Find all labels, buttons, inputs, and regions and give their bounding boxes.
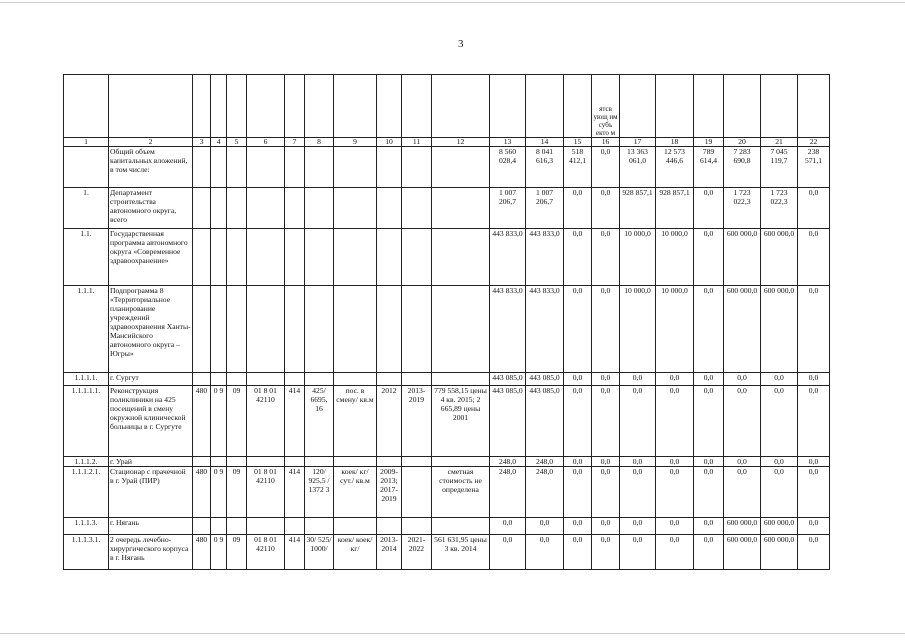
table-cell	[402, 147, 432, 188]
table-cell: 1 723 022,3	[761, 188, 798, 229]
table-cell	[247, 147, 285, 188]
table-cell	[211, 373, 227, 386]
table-cell: 0,0	[694, 457, 724, 467]
column-number: 13	[490, 138, 526, 147]
table-cell: 0,0	[724, 467, 761, 518]
table-cell: 0,0	[798, 286, 830, 373]
column-number: 17	[620, 138, 656, 147]
table-cell: 561 631,95 цены 3 кв. 2014	[432, 535, 490, 570]
table-cell: 0,0	[592, 373, 620, 386]
table-cell: 09	[227, 386, 247, 457]
table-row	[64, 188, 830, 229]
table-cell: 0,0	[656, 386, 694, 457]
table-cell: 0,0	[798, 535, 830, 570]
column-number: 15	[564, 138, 592, 147]
table-cell: 09	[227, 467, 247, 518]
table-cell: 518 412,1	[564, 147, 592, 188]
column-number: 8	[305, 138, 334, 147]
table-row	[64, 386, 830, 457]
table-cell	[285, 457, 305, 467]
table-cell: 1 007 206,7	[526, 188, 564, 229]
scan-edge-top	[0, 2, 905, 3]
table-cell	[193, 147, 211, 188]
table-cell: 0,0	[592, 518, 620, 535]
table-row	[64, 457, 830, 467]
scan-edge-bottom	[0, 633, 905, 634]
table-cell: 414	[285, 467, 305, 518]
table-cell: 0,0	[620, 386, 656, 457]
table-cell: 600 000,0	[724, 535, 761, 570]
column-number: 4	[211, 138, 227, 147]
table-cell	[211, 229, 227, 286]
table-cell	[285, 229, 305, 286]
table-cell	[285, 147, 305, 188]
table-cell: 0,0	[656, 518, 694, 535]
table-cell	[377, 457, 402, 467]
table-cell: 443 085,0	[490, 373, 526, 386]
table-cell	[305, 518, 334, 535]
table-cell: 1 007 206,7	[490, 188, 526, 229]
table-cell: 0,0	[656, 373, 694, 386]
table-cell: 0,0	[724, 373, 761, 386]
table-cell: 0,0	[592, 286, 620, 373]
table-cell	[377, 518, 402, 535]
column-number-row	[64, 138, 830, 147]
table-cell	[334, 229, 377, 286]
table-cell: 8 041 616,3	[526, 147, 564, 188]
table-cell: 600 000,0	[724, 286, 761, 373]
table-cell: 0,0	[798, 518, 830, 535]
table-cell: 443 833,0	[490, 286, 526, 373]
table-cell: 443 833,0	[526, 286, 564, 373]
table-cell: 0 9	[211, 535, 227, 570]
column-number: 16	[592, 138, 620, 147]
column-number: 6	[247, 138, 285, 147]
table-cell	[305, 229, 334, 286]
row-number-cell: 1.1.1.1.	[64, 373, 109, 386]
header-fragment: ятсв ующ им субъ екто м	[592, 75, 620, 138]
table-cell: 2009-2013; 2017-2019	[377, 467, 402, 518]
table-cell	[227, 188, 247, 229]
table-cell: 443 833,0	[526, 229, 564, 286]
table-cell	[334, 457, 377, 467]
table-cell	[285, 188, 305, 229]
row-name-cell: Реконструкция поликлиники на 425 посещений в смену окружной клинической больницы в г. Сургуте	[109, 386, 193, 457]
row-name-cell: Стационар с прачечной в г. Урай (ПИР)	[109, 467, 193, 518]
column-number: 10	[377, 138, 402, 147]
table-cell	[193, 373, 211, 386]
table-cell: 248,0	[490, 457, 526, 467]
row-number-cell: 1.1.1.	[64, 286, 109, 373]
table-cell: пос. в смену/ кв.м	[334, 386, 377, 457]
table-cell: 0,0	[724, 457, 761, 467]
column-number: 2	[109, 138, 193, 147]
table-cell: 10 000,0	[656, 286, 694, 373]
table-cell	[432, 286, 490, 373]
table-cell: 0,0	[761, 373, 798, 386]
table-cell: 248,0	[526, 467, 564, 518]
table-cell: 0,0	[620, 457, 656, 467]
table-cell: 414	[285, 386, 305, 457]
table-cell: 0,0	[526, 535, 564, 570]
row-name-cell: Департамент строительства автономного округа, всего	[109, 188, 193, 229]
table-cell	[247, 518, 285, 535]
table-cell	[247, 373, 285, 386]
column-number: 7	[285, 138, 305, 147]
table-cell: 928 857,1	[620, 188, 656, 229]
table-cell: коек/ кг/ сут./ кв.м	[334, 467, 377, 518]
table-cell	[432, 188, 490, 229]
table-cell: 7 283 690,8	[724, 147, 761, 188]
table-cell: 13 363 061,0	[620, 147, 656, 188]
table-cell: 0,0	[694, 467, 724, 518]
table-cell: 0,0	[592, 147, 620, 188]
column-number: 14	[526, 138, 564, 147]
table-cell: 0,0	[564, 373, 592, 386]
table-row	[64, 229, 830, 286]
table-cell: 0,0	[761, 467, 798, 518]
table-cell: 0,0	[620, 535, 656, 570]
table-cell	[377, 229, 402, 286]
table-cell	[432, 457, 490, 467]
row-number-cell: 1.1.1.1.1.	[64, 386, 109, 457]
table-cell: 480	[193, 467, 211, 518]
table-cell: 0,0	[526, 518, 564, 535]
table-cell: 01 8 01 42110	[247, 467, 285, 518]
table-cell	[285, 373, 305, 386]
table-cell	[334, 147, 377, 188]
table-cell	[377, 188, 402, 229]
table-cell: 7 045 119,7	[761, 147, 798, 188]
table-cell	[305, 147, 334, 188]
table-cell: 0,0	[592, 535, 620, 570]
table-cell: 0,0	[694, 535, 724, 570]
table-cell: 120/ 925,5 / 1372 3	[305, 467, 334, 518]
table-cell: 238 571,1	[798, 147, 830, 188]
table-cell: 30/ 525/ 1000/	[305, 535, 334, 570]
table-cell: 0,0	[592, 467, 620, 518]
table-cell: 09	[227, 535, 247, 570]
table-cell	[211, 457, 227, 467]
table-cell: 600 000,0	[724, 229, 761, 286]
table-cell	[285, 518, 305, 535]
table-cell: 0,0	[798, 229, 830, 286]
table-cell: 0,0	[620, 373, 656, 386]
table-cell: 443 085,0	[526, 373, 564, 386]
row-name-cell: г. Сургут	[109, 373, 193, 386]
row-name-cell: г. Урай	[109, 457, 193, 467]
table-cell: 0,0	[620, 518, 656, 535]
table-cell: 480	[193, 535, 211, 570]
table-cell	[334, 188, 377, 229]
row-number-cell	[64, 147, 109, 188]
table-cell: 0,0	[564, 229, 592, 286]
table-cell: 10 000,0	[656, 229, 694, 286]
table-cell: 0,0	[564, 518, 592, 535]
table-cell: 0,0	[694, 188, 724, 229]
row-name-cell: Государственная программа автономного округа «Современное здравоохранение»	[109, 229, 193, 286]
row-name-cell: Подпрограмма 8 «Территориальное планирование учреждений здравоохранения Ханты-Мансийского автономного округа – Югры»	[109, 286, 193, 373]
column-number: 20	[724, 138, 761, 147]
table-row	[64, 147, 830, 188]
column-number: 11	[402, 138, 432, 147]
table-cell: 0,0	[592, 457, 620, 467]
table-cell: 0,0	[592, 188, 620, 229]
row-name-cell: г. Нягань	[109, 518, 193, 535]
table-cell: 0,0	[656, 467, 694, 518]
row-name-cell: Общий объем капитальных вложений, в том числе:	[109, 147, 193, 188]
table-cell: 0,0	[798, 386, 830, 457]
table-cell	[193, 188, 211, 229]
table-cell: 248,0	[490, 467, 526, 518]
table-cell	[402, 518, 432, 535]
table-cell: 600 000,0	[761, 535, 798, 570]
header-row	[64, 75, 830, 138]
table-cell: 789 614,4	[694, 147, 724, 188]
table-cell	[377, 373, 402, 386]
table-cell	[193, 518, 211, 535]
table-cell	[211, 286, 227, 373]
table-cell	[211, 188, 227, 229]
table-cell: 10 000,0	[620, 229, 656, 286]
table-cell	[402, 229, 432, 286]
table-cell	[402, 467, 432, 518]
table-cell	[305, 188, 334, 229]
table-cell: 2013-2019	[402, 386, 432, 457]
table-cell	[432, 373, 490, 386]
table-cell: 0,0	[592, 229, 620, 286]
table-cell: 01 8 01 42110	[247, 535, 285, 570]
table-cell	[305, 286, 334, 373]
table-cell: 0,0	[694, 386, 724, 457]
table-cell: 0,0	[761, 386, 798, 457]
table-cell: 0,0	[761, 457, 798, 467]
table-cell: 2012	[377, 386, 402, 457]
table-cell	[402, 286, 432, 373]
table-cell	[227, 457, 247, 467]
row-number-cell: 1.1.1.2.1.	[64, 467, 109, 518]
table-cell: 928 857,1	[656, 188, 694, 229]
table-row	[64, 518, 830, 535]
table-row	[64, 467, 830, 518]
column-number: 22	[798, 138, 830, 147]
table-cell	[334, 286, 377, 373]
table-cell	[432, 229, 490, 286]
table-cell: 1 723 022,3	[724, 188, 761, 229]
table-cell	[247, 229, 285, 286]
capital-investment-table	[63, 74, 830, 570]
table-cell: 0,0	[724, 386, 761, 457]
table-cell	[227, 373, 247, 386]
table-cell: 443 085,0	[526, 386, 564, 457]
table-cell: 0,0	[694, 373, 724, 386]
table-cell: 600 000,0	[761, 286, 798, 373]
table-cell	[305, 457, 334, 467]
table-cell: 0,0	[620, 467, 656, 518]
table-cell	[227, 518, 247, 535]
table-cell: 0,0	[694, 518, 724, 535]
table-cell: 0 9	[211, 386, 227, 457]
table-cell	[402, 373, 432, 386]
table-cell: 0,0	[564, 535, 592, 570]
table-cell	[247, 457, 285, 467]
table-cell: 600 000,0	[761, 229, 798, 286]
table-cell: 0,0	[564, 386, 592, 457]
table-cell: 10 000,0	[620, 286, 656, 373]
row-number-cell: 1.1.1.3.1.	[64, 535, 109, 570]
table-cell	[402, 188, 432, 229]
column-number: 9	[334, 138, 377, 147]
table-row	[64, 535, 830, 570]
table-cell: 425/ 6695, 16	[305, 386, 334, 457]
table-cell: 600 000,0	[724, 518, 761, 535]
table-cell: 414	[285, 535, 305, 570]
table-cell: 0,0	[490, 535, 526, 570]
table-cell	[432, 518, 490, 535]
row-number-cell: 1.1.1.2.	[64, 457, 109, 467]
column-number: 1	[64, 138, 109, 147]
table-cell: 0,0	[798, 457, 830, 467]
table-cell	[285, 286, 305, 373]
row-name-cell: 2 очередь лечебно-хирургического корпуса в г. Нягань	[109, 535, 193, 570]
table-cell	[402, 457, 432, 467]
table-cell: 0,0	[798, 467, 830, 518]
table-cell: 779 558,15 цены 4 кв. 2015; 2 665,89 цены 2001	[432, 386, 490, 457]
table-cell	[193, 457, 211, 467]
table-cell: 8 560 028,4	[490, 147, 526, 188]
column-number: 12	[432, 138, 490, 147]
table-cell: 443 833,0	[490, 229, 526, 286]
table-cell: 2021-2022	[402, 535, 432, 570]
table-cell	[247, 286, 285, 373]
table-cell: 0,0	[490, 518, 526, 535]
table-cell	[432, 147, 490, 188]
column-number: 3	[193, 138, 211, 147]
table-cell	[334, 518, 377, 535]
table-cell	[211, 147, 227, 188]
table-cell: 0,0	[592, 386, 620, 457]
table-cell: 01 8 01 42110	[247, 386, 285, 457]
table-cell: 600 000,0	[761, 518, 798, 535]
table-cell: 443 085,0	[490, 386, 526, 457]
table-cell	[193, 286, 211, 373]
table-cell: 0,0	[564, 457, 592, 467]
row-number-cell: 1.	[64, 188, 109, 229]
table-cell	[227, 286, 247, 373]
table-cell: 12 573 446,6	[656, 147, 694, 188]
table-cell: 0 9	[211, 467, 227, 518]
column-number: 18	[656, 138, 694, 147]
column-number: 5	[227, 138, 247, 147]
table-cell: 2013-2014	[377, 535, 402, 570]
row-number-cell: 1.1.1.3.	[64, 518, 109, 535]
table-cell: 248,0	[526, 457, 564, 467]
column-number: 21	[761, 138, 798, 147]
table-cell	[334, 373, 377, 386]
table-cell: 0,0	[564, 467, 592, 518]
table-cell: 0,0	[798, 373, 830, 386]
table-cell: коек/ коек/ кг/	[334, 535, 377, 570]
table-cell: 0,0	[798, 188, 830, 229]
table-cell	[193, 229, 211, 286]
table-cell: 0,0	[694, 286, 724, 373]
table-cell	[377, 147, 402, 188]
table-cell	[377, 286, 402, 373]
column-number: 19	[694, 138, 724, 147]
page-number: 3	[458, 38, 464, 50]
table-cell: 0,0	[564, 286, 592, 373]
table-cell: 0,0	[694, 229, 724, 286]
table-cell: 0,0	[656, 535, 694, 570]
table-cell: сметная стоимость не определена	[432, 467, 490, 518]
table-cell: 0,0	[564, 188, 592, 229]
table-cell	[305, 373, 334, 386]
table-cell	[211, 518, 227, 535]
table-cell: 0,0	[656, 457, 694, 467]
table-cell: 480	[193, 386, 211, 457]
table-cell	[227, 229, 247, 286]
table-row	[64, 373, 830, 386]
table-row	[64, 286, 830, 373]
row-number-cell: 1.1.	[64, 229, 109, 286]
table-cell	[227, 147, 247, 188]
table-cell	[247, 188, 285, 229]
